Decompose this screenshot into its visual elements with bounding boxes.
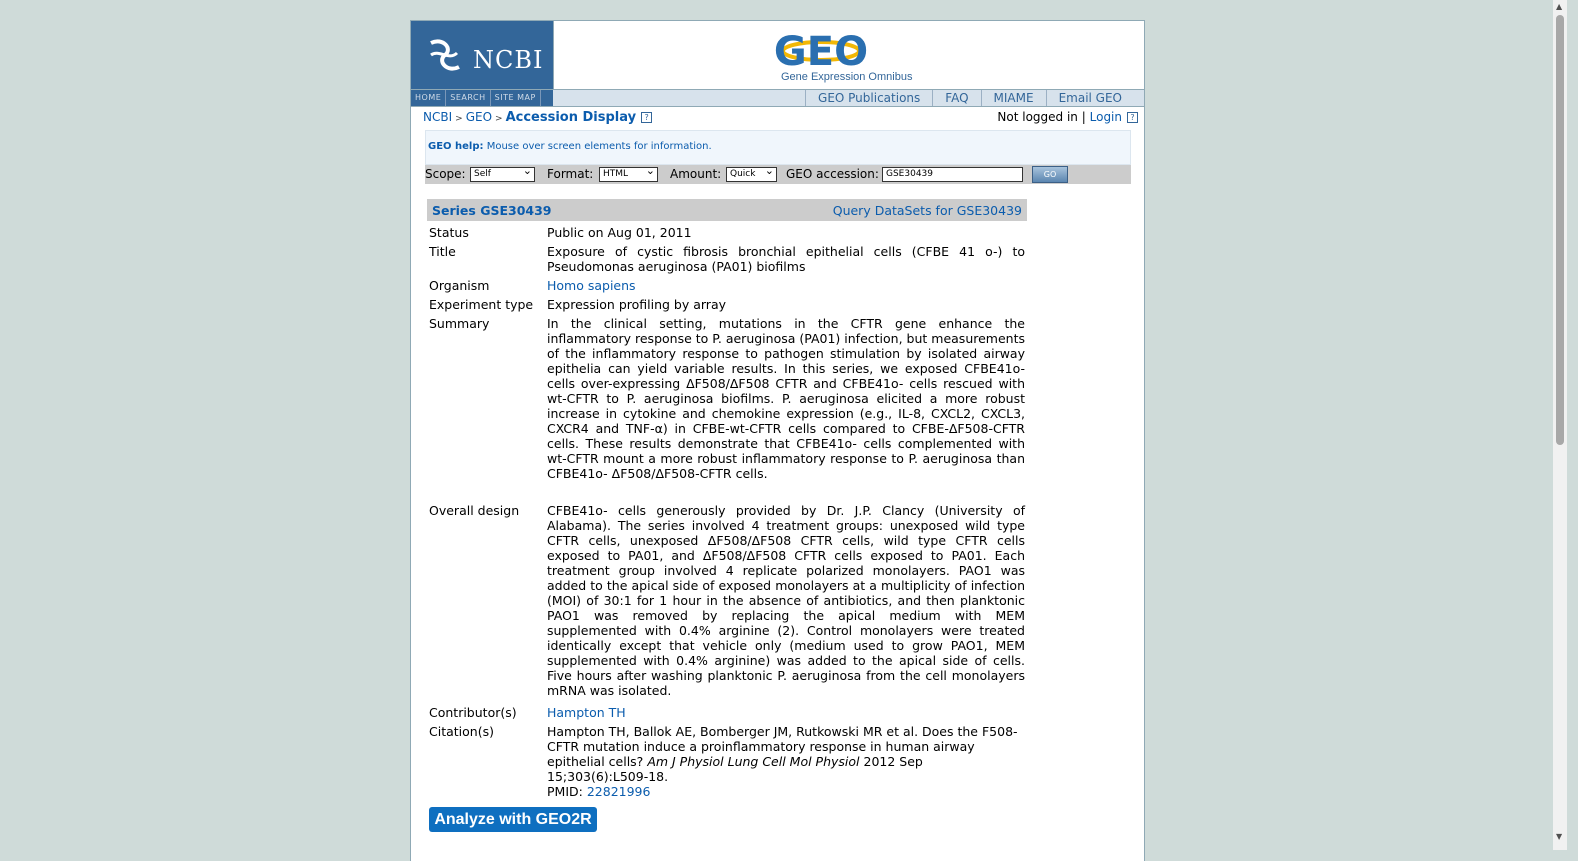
contributor-value [547,705,1025,720]
help-text [428,141,712,152]
scroll-down-arrow-icon[interactable]: ▼ [1556,832,1563,841]
format-select[interactable]: HTML ⌄ [599,167,658,182]
nav-geo-publications[interactable]: GEO Publications [805,90,932,106]
accession-input[interactable]: GSE30439 [882,167,1023,182]
nav-email-geo[interactable]: Email GEO [1046,90,1134,106]
experiment-type-value: Expression profiling by array [547,297,727,312]
citation-value [547,724,1025,799]
status-value: Public on Aug 01, 2011 [547,225,692,240]
scrollbar-thumb[interactable] [1556,15,1564,445]
format-label: Format: [547,167,594,181]
scope-select[interactable]: Self ⌄ [470,167,535,182]
pmid-label: PMID: [547,784,583,799]
scope-label: Scope: [425,167,466,181]
ncbi-logo-text: NCBI [473,46,544,74]
breadcrumb-separator: > [495,114,503,124]
help-box [425,130,1131,165]
pmid-link[interactable]: 22821996 [586,784,651,799]
nav-bar [411,89,1144,107]
nav-faq[interactable]: FAQ [932,90,980,106]
login-separator: | [1081,110,1086,124]
amount-label: Amount: [670,167,722,181]
contributor-label: Contributor(s) [429,705,517,720]
citation-text: Hampton TH, Ballok AE, Bomberger JM, Rutkowski MR et al. Does the F508-CFTR mutation induce a proinflammatory response in human airway epithelial cells? [547,724,1018,769]
breadcrumb [423,110,652,125]
login-area [997,110,1138,124]
status-label: Status [429,225,469,240]
summary-value: In the clinical setting, mutations in the CFTR gene enhance the inflammatory response to P. aeruginosa (PA01) infection, but measurements of the inflammatory response to pathogen stimulation by isolated airway epithelia can yield variable results. In this series, we exposed CFBE41o- cells over-expressing ΔF508/ΔF508 CFTR and CFBE41o- cells rescued with wt-CFTR to P. aeruginosa biofilms. P. aeruginosa elicited a more robust increase in cytokine and chemokine expression (e.g., IL-8, CXCL2, CXCL3, CXCR4 and TNF-α) in CFBE-wt-CFTR cells compared to CFBE-ΔF508-CFTR cells. These results demonstrate that CFBE41o- cells complemented with wt-CFTR mount a more robust inflammatory response to P. aeruginosa than CFBE41o- ΔF508/ΔF508-CFTR cells. [547,316,1025,481]
breadcrumb-current: Accession Display [505,110,637,125]
scrollbar[interactable] [1553,0,1567,850]
nav-search[interactable]: SEARCH [446,90,490,106]
query-datasets-link[interactable]: Query DataSets for GSE30439 [832,203,1022,218]
geo-logo[interactable] [773,27,869,75]
dna-helix-icon [425,35,465,75]
analyze-geo2r-button[interactable]: Analyze with GEO2R [429,807,597,832]
ncbi-logo[interactable] [411,21,554,89]
organism-link[interactable]: Homo sapiens [547,278,636,293]
organism-value [547,278,1025,293]
contributor-link[interactable]: Hampton TH [547,705,626,720]
nav-site-map[interactable]: SITE MAP [491,90,541,106]
accession-label: GEO accession: [786,167,879,181]
organism-label: Organism [429,278,490,293]
header [411,21,1144,89]
series-header [427,199,1027,221]
go-button[interactable]: GO [1032,166,1068,183]
login-link[interactable]: Login [1089,110,1122,124]
overall-design-value: CFBE41o- cells generously provided by Dr. J.P. Clancy (University of Alabama). The series involved 4 treatment groups: unexposed wild type CFTR cells, unexposed ΔF508/ΔF508 CFTR cells, wild type CFTR cells exposed to PA01, and ΔF508/ΔF508 CFTR cells exposed to PA01. Each treatment group involved 4 replicate polarized monolayers. PAO1 was added to the apical side of exposed monolayers at a multiplicity of infection (MOI) of 30:1 for 1 hour in the absence of antibiotics, and then planktonic PAO1 was removed by replacing the apical medium with MEM supplemented with 0.4% arginine (2). Control monolayers were treated identically except that vehicle only (medium used to grow PAO1, MEM supplemented with 0.4% arginine) was added to the apical side of cells. Five hours after washing planktonic P. aeruginosa from the cell monolayers mRNA was isolated. [547,503,1025,698]
citation-journal: Am J Physiol Lung Cell Mol Physiol [647,754,860,769]
experiment-type-label: Experiment type [429,297,534,312]
overall-design-label: Overall design [429,503,520,518]
title-label: Title [429,244,456,259]
geo-subtitle: Gene Expression Omnibus [781,71,913,83]
help-icon[interactable]: ? [641,112,652,123]
citation-label: Citation(s) [429,724,494,739]
breadcrumb-separator: > [455,114,463,124]
scroll-up-arrow-icon[interactable]: ▲ [1556,2,1563,11]
help-icon[interactable]: ? [1127,112,1138,123]
amount-select[interactable]: Quick ⌄ [726,167,777,182]
citation-details: 2012 Sep 15;303(6):L509-18. [547,754,923,784]
summary-label: Summary [429,316,490,331]
nav-home[interactable]: HOME [411,90,446,106]
page-container [410,20,1145,861]
query-toolbar [425,165,1131,184]
series-title: Series GSE30439 [432,203,552,218]
small-nav [411,90,553,106]
title-value: Exposure of cystic fibrosis bronchial epithelial cells (CFBE 41 o-) to Pseudomonas aeruginosa (PA01) biofilms [547,244,1025,274]
svg-text:GEO: GEO [773,29,869,75]
help-message: Mouse over screen elements for information. [486,141,712,152]
nav-links [805,90,1134,106]
nav-miame[interactable]: MIAME [981,90,1046,106]
breadcrumb-geo[interactable]: GEO [465,110,493,124]
help-label: GEO help: [428,141,484,152]
login-status: Not logged in [997,110,1078,124]
breadcrumb-ncbi[interactable]: NCBI [423,110,453,124]
